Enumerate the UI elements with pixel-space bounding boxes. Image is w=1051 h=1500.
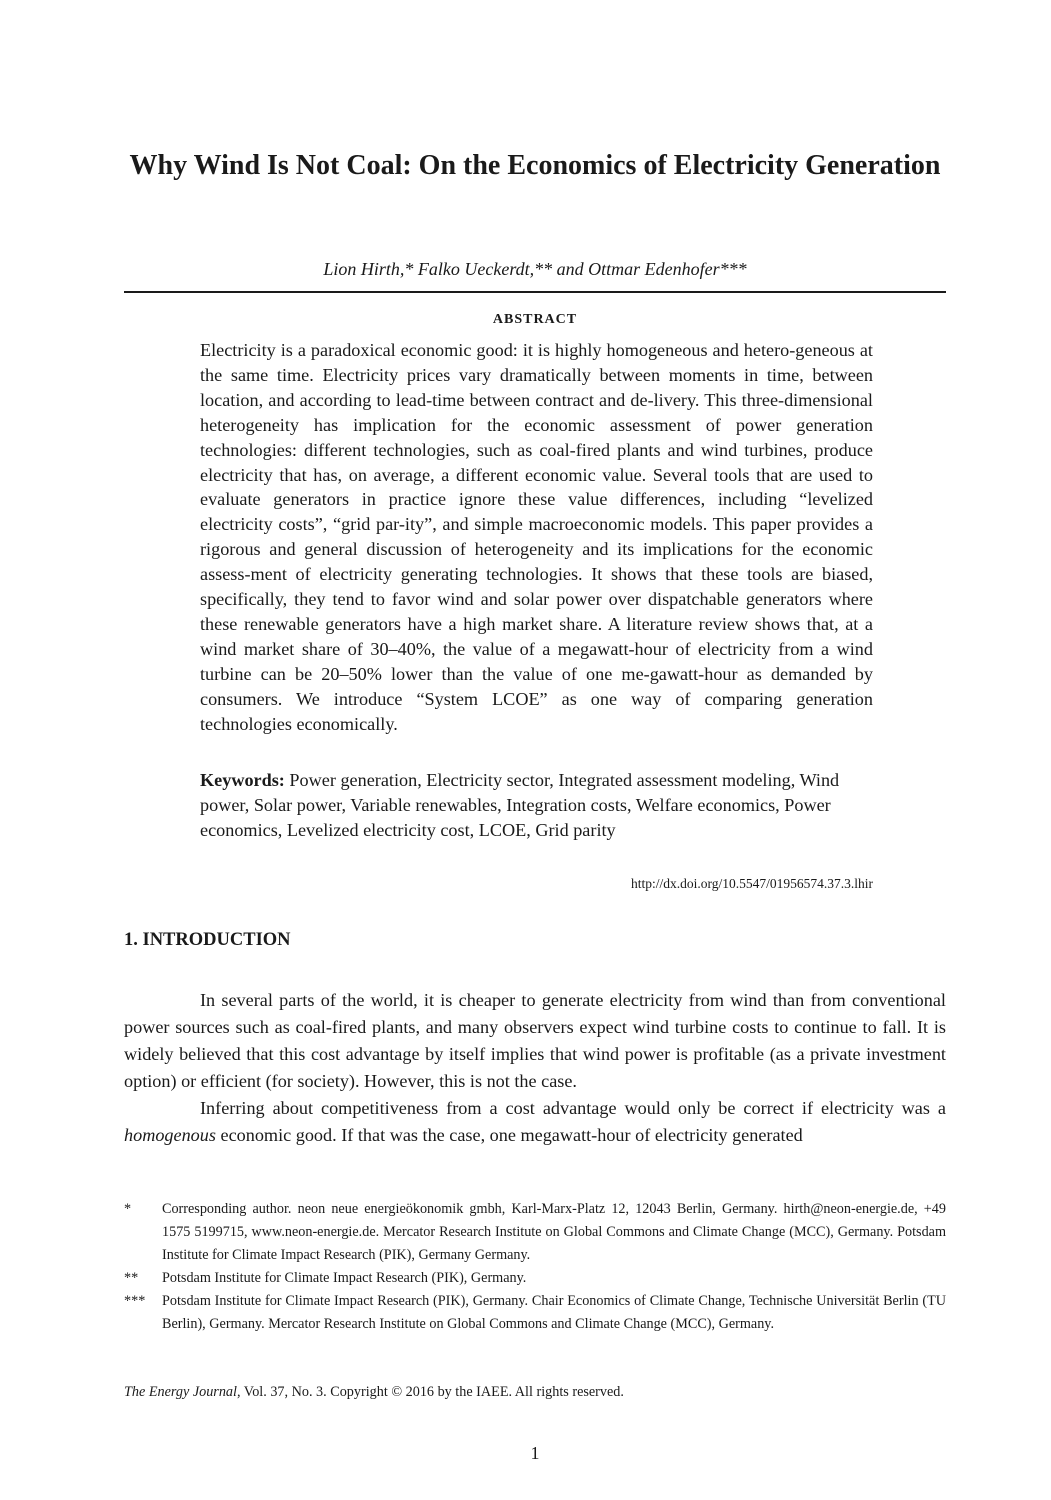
doi-link[interactable]: http://dx.doi.org/10.5547/01956574.37.3.lhir bbox=[630, 876, 873, 891]
footnote-mark: ** bbox=[124, 1270, 139, 1286]
footnote-mark: *** bbox=[124, 1293, 146, 1309]
footnote-mark: * bbox=[124, 1201, 132, 1217]
intro-paragraph-2 bbox=[124, 1095, 946, 1149]
section-heading-introduction: 1. INTRODUCTION bbox=[124, 930, 291, 950]
footnote-text: Corresponding author. neon neue energieökonomik gmbh, Karl-Marx-Platz 12, 12043 Berlin, Germany. hirth@neon-energie.de, +49 1575 5199715, www.neon-energie.de. Mercator Research Institute on Global Commons and Climate Change (MCC), Germany. Potsdam Institute for Climate Impact Research (PIK), Germany Germany. bbox=[162, 1201, 946, 1263]
keywords-list: Power generation, Electricity sector, Integrated assessment modeling, Wind power, Solar power, Variable renewables, Integration costs, Welfare economics, Power economics, Levelized electricity cost, LCOE, Grid parity bbox=[200, 770, 840, 840]
introduction-body bbox=[124, 987, 946, 1149]
intro-paragraph-1: In several parts of the world, it is cheaper to generate electricity from wind than from conventional power sources such as coal-fired plants, and many observers expect wind turbine costs to continue to fall. It is widely believed that this cost advantage by itself implies that wind power is profitable (as a private investment option) or efficient (for society). However, this is not the case. bbox=[124, 990, 946, 1091]
journal-copyright bbox=[124, 1382, 624, 1402]
journal-details: , Vol. 37, No. 3. Copyright © 2016 by the IAEE. All rights reserved. bbox=[236, 1384, 624, 1400]
keywords-block bbox=[200, 768, 873, 843]
keywords-label: Keywords: bbox=[200, 770, 285, 790]
footnote-text: Potsdam Institute for Climate Impact Research (PIK), Germany. bbox=[162, 1270, 527, 1286]
footnotes bbox=[124, 1198, 946, 1336]
intro-paragraph-2-end: economic good. If that was the case, one megawatt-hour of electricity generated bbox=[215, 1125, 803, 1145]
footnote bbox=[124, 1198, 946, 1267]
abstract-heading: ABSTRACT bbox=[492, 312, 578, 327]
journal-name: The Energy Journal bbox=[124, 1384, 237, 1400]
footnote-text: Potsdam Institute for Climate Impact Research (PIK), Germany. Chair Economics of Climate Change, Technische Universität Berlin (TU Berlin), Germany. Mercator Research Institute on Global Commons and Climate Change (MCC), Germany. bbox=[162, 1293, 946, 1332]
page-number: 1 bbox=[530, 1443, 540, 1463]
intro-paragraph-2-emphasis: homogenous bbox=[124, 1125, 216, 1145]
intro-paragraph-2-start: Inferring about competitiveness from a cost advantage would only be correct if electricity was a bbox=[200, 1098, 946, 1118]
footnote bbox=[124, 1290, 946, 1336]
paper-title: Why Wind Is Not Coal: On the Economics of Electricity Generation bbox=[129, 150, 941, 181]
author-list: Lion Hirth,* Falko Ueckerdt,** and Ottmar Edenhofer*** bbox=[323, 259, 747, 279]
footnote bbox=[124, 1267, 946, 1290]
title-divider bbox=[124, 291, 946, 293]
abstract-text: Electricity is a paradoxical economic good: it is highly homogeneous and hetero-geneous at the same time. Electricity prices vary dramatically between moments in time, between location, and according to lead-time between contract and de-livery. This three-dimensional heterogeneity has implication for the economic assessment of power generation technologies: different technologies, such as coal-fired plants and wind turbines, produce electricity that has, on average, a different economic value. Several tools that are used to evaluate generators in practice ignore these value differences, including “levelized electricity costs”, “grid par-ity”, and simple macroeconomic models. This paper provides a rigorous and general discussion of heterogeneity and its implications for the economic assess-ment of electricity generating technologies. It shows that these tools are biased, specifically, they tend to favor wind and solar power over dispatchable generators where these renewable generators have a high market share. A literature review shows that, at a wind market share of 30–40%, the value of a megawatt-hour of electricity from a wind turbine can be 20–50% lower than the value of one me-gawatt-hour as demanded by consumers. We introduce “System LCOE” as one way of comparing generation technologies economically. bbox=[200, 340, 873, 734]
